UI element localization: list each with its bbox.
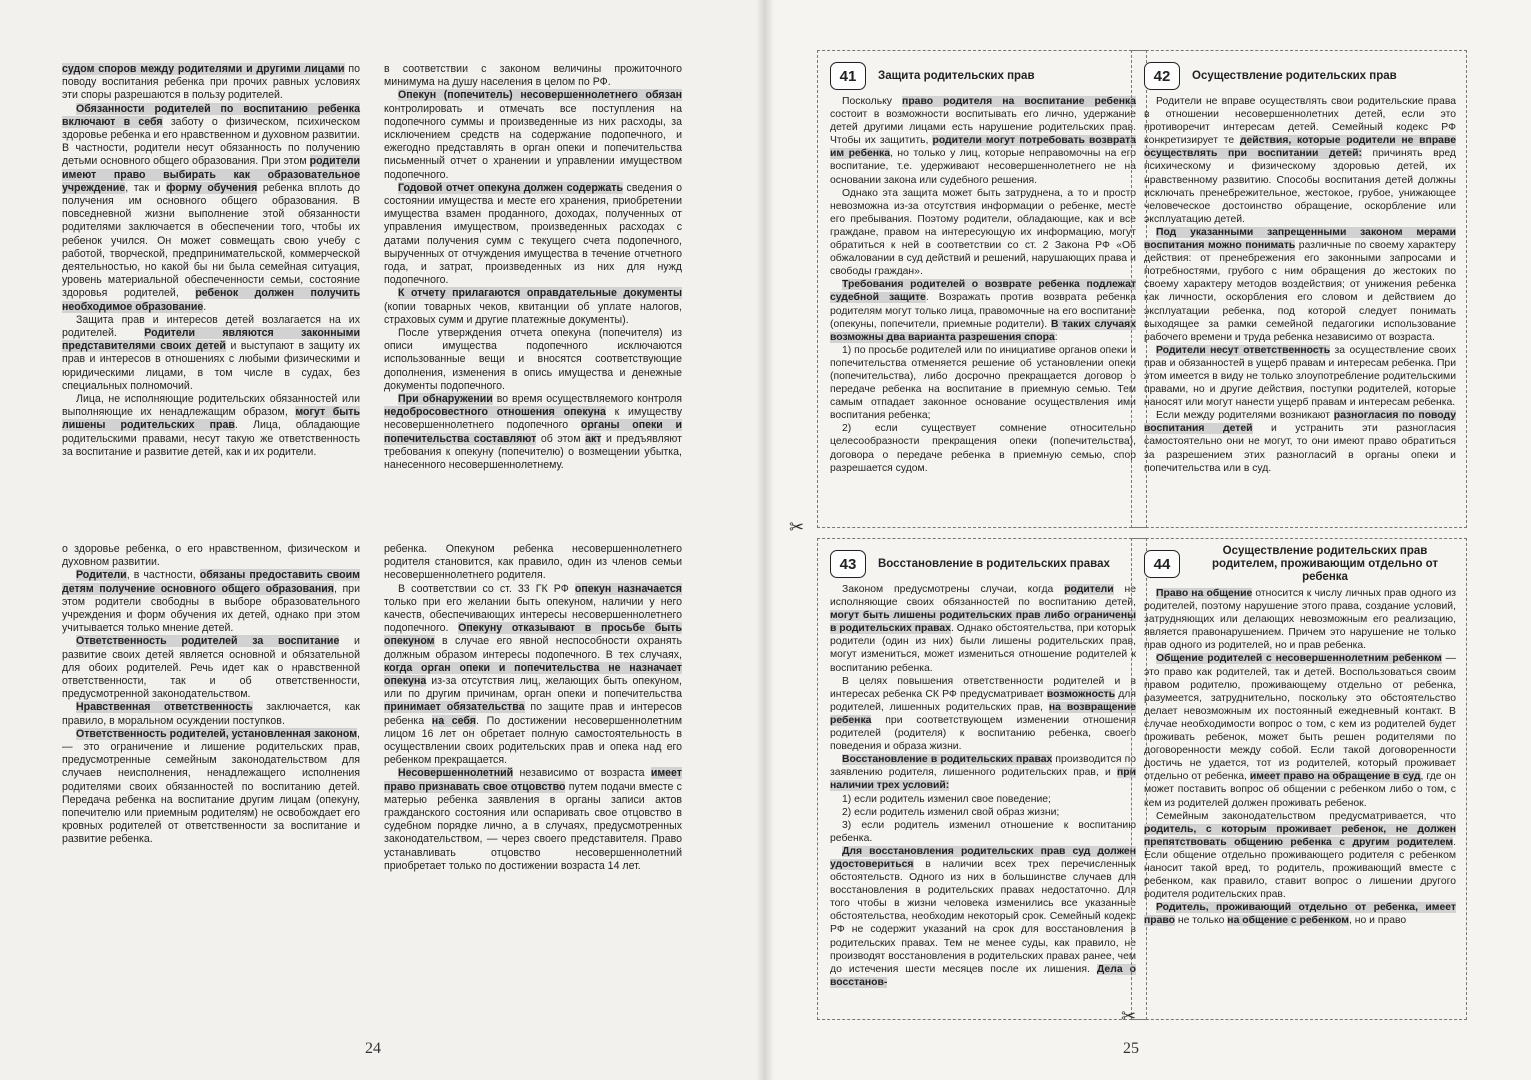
body-text: путем подачи вместе с матерью ребенка заявления в органы записи актов гражданского состояния или оспаривать свое отцовство в судебном порядке лично, а в случаях, предусмотренных законодательством, — через своего представителя. Право устанавливать отцовство несовершеннолетний приобретает только по достижении возраста 14 лет.	[384, 780, 682, 872]
paragraph	[830, 753, 1136, 792]
body-text: Семейным законодательством предусматривается, что	[1156, 810, 1456, 822]
highlighted-term: Обязанности родителей по воспитанию ребенка включают в себя	[62, 102, 360, 128]
paragraph	[384, 63, 682, 89]
body-text: В целях повышения ответственности родителей и в интересах ребенка СК РФ предусматривает	[830, 675, 1136, 700]
body-text: 3) если родитель изменил отношение к воспитанию ребенка.	[830, 819, 1136, 844]
paragraph	[830, 845, 1136, 989]
highlighted-term: принимает обязательства	[384, 701, 525, 714]
paragraph	[1144, 587, 1456, 652]
paragraph	[1144, 810, 1456, 902]
paragraph	[62, 635, 360, 701]
body-text: , — это ограничение и лишение родительских прав, предусмотренные семейным законодательством для случаев неисполнения, ненадлежащего исполнения родителями своих обязанностей по воспитанию детей. Передача ребенка на воспитание другим лицам (опекуну, попечителю или приемным родителям) не освобождает его кровных родителей от ответственности за воспитание и развитие ребенка.	[62, 727, 360, 846]
body-text: Защита прав и интересов детей возлагается на их родителей.	[62, 313, 360, 340]
body-text: за осуществление своих прав и обязанностей в ущерб правам и интересам ребенка. При этом имеется в виду не только злоупотребление родительскими правами, но и другие действия, поступки родителей, которые наносят или могут нанести ущерб правам и интересам ребенка.	[1144, 344, 1457, 409]
body-text: и выступают в защиту их прав и интересов в отношениях с любыми физическими и юридическими лицами, в том числе в судах, без специальных полномочий.	[62, 340, 360, 392]
body-text: Родители не вправе осуществлять свои родительские права в отношении несовершеннолетних детей, если это противоречит интересам детей. Семейный кодекс РФ конкретизирует те	[1144, 96, 1456, 147]
highlighted-term: Под указанными запрещенными законом мерами воспитания можно понимать	[1144, 226, 1456, 252]
right-page	[765, 0, 1531, 1080]
paragraph	[830, 344, 1136, 423]
card-title: Осуществление родительских прав родителем, проживающим отдельно от ребенка	[1211, 544, 1439, 583]
paragraph	[62, 63, 360, 103]
highlighted-term: на возвращение ребенка	[830, 701, 1136, 726]
body-text: . Однако обстоятельства, при которых родители (один из них) были лишены родительских прав, могут измениться, может измениться отношение родителей к воспитанию ребенка.	[830, 623, 1136, 674]
body-text: различные по своему характеру действия: от пренебрежения его законными запросами и потребностями, грубого с ним обращения до жестоких по своему характеру методов воздействия; от унижения ребенка как личности, оскорбления его словом и действием до эксплуатации ребенка, под которой следует понимать выходящее за рамки семейной педагогики использование рабочего времени и труда ребенка независимо от возраста.	[1144, 240, 1456, 343]
highlighted-term: возможность	[1046, 688, 1116, 700]
body-text: , где он может поставить вопрос об общении с ребенком либо о том, с кем из родителей должен проживать ребенок.	[1144, 771, 1457, 809]
highlighted-term: действия, которые родители не вправе осуществлять при воспитании детей:	[1144, 135, 1456, 160]
highlighted-term: Родители несут ответственность	[1156, 344, 1331, 356]
card-body	[1144, 95, 1456, 475]
highlighted-term: Родитель, проживающий отдельно от ребенка, имеет право	[1144, 902, 1456, 927]
paragraph	[830, 793, 1136, 806]
body-text: — это право как родителей, так и детей. Воспользоваться своим правом родителю, проживающему отдельно от ребенка, разумеется, затруднительно, поскольку это обстоятельство делает невозможным их постоянный ежедневный контакт. В случае необходимости вопрос о том, с кем из родителей будет проживать ребенок, может быть решен родителями по договоренности между собой. Если такой договоренности достичь не удается, тот из родителей, который проживает отдельно от ребенка,	[1144, 653, 1456, 783]
body-text: для родителей, лишенных родительских прав,	[830, 688, 1136, 713]
body-text: не исполняющие своих обязанностей по воспитанию детей,	[830, 584, 1137, 609]
highlighted-term: право родителя на воспитание ребенка	[902, 96, 1136, 107]
highlighted-term: родитель, с которым проживает ребенок, не должен препятствовать общению ребенка с другим родителем	[1144, 823, 1456, 848]
highlighted-term: форму обучения	[166, 181, 258, 194]
card-number-badge: 42	[1144, 62, 1180, 90]
highlighted-term: могут быть лишены родительских прав либо ограничены в родительских правах	[830, 610, 1136, 635]
body-text: ребенка. Опекуном ребенка несовершеннолетнего родителя становится, как правило, один из членов семьи несовершеннолетнего родителя.	[384, 543, 682, 582]
left-column-1-bottom	[62, 543, 360, 847]
body-text: . Возражать против возврата ребенка родителям могут только лица, правомочные на его воспитание (опекуны, попечители, приемные родители).	[830, 292, 1136, 330]
body-text: Однако эта защита может быть затруднена, а то и просто невозможна из-за отсутствия информации о ребенке, месте его пребывания. Поэтому родители, обладающие, как и все граждане, правом на интересующую их информацию, могут обратиться к ней в соответствии со ст. 2 Закона РФ «Об обжаловании в суд действий и решений, нарушающих права и свободы граждан».	[830, 187, 1136, 278]
paragraph	[62, 314, 360, 393]
highlighted-term: Ответственность родителей, установленная законом	[76, 727, 358, 740]
paragraph	[1144, 95, 1456, 226]
body-text: об этом	[536, 432, 586, 445]
body-text: , но и право	[1348, 915, 1407, 927]
card-header	[1144, 544, 1458, 583]
highlighted-term: имеет право на обращение в суд	[1249, 771, 1421, 783]
highlighted-term: на общение с ребенком	[1227, 915, 1349, 927]
card-44	[1131, 538, 1467, 1020]
body-text: заботу о физическом, психическом здоровье ребенка и его нравственном и духовном развитии. В частности, родители несут обязанность по получению детьми основного общего образования. При этом	[62, 115, 360, 168]
highlighted-term: на себя	[431, 714, 476, 727]
body-text: в наличии всех трех перечисленных обстоятельств. Одного из них в большинстве случаев для восстановления в родительских правах недостаточно. Для того чтобы в жизни человека изменились все указанные обстоятельства, необходим некоторый срок. Семейный кодекс РФ не содержит указаний на срок для восстановления в родительских правах. Тем не менее суды, как правило, не производят восстановления в родительских правах ранее, чем до истечения шести месяцев после их лишения.	[830, 858, 1136, 975]
body-text: по защите прав и интересов ребенка	[384, 701, 682, 727]
highlighted-term: при наличии трех условий:	[830, 767, 1136, 792]
card-43	[817, 538, 1147, 1020]
body-text: . По достижении несовершеннолетним лицом 16 лет он обретает полную самостоятельность в осуществлении своих родительских прав и опека над его ребенком прекращается.	[384, 714, 682, 767]
body-text: о здоровье ребенка, о его нравственном, физическом и духовном развитии.	[62, 543, 360, 569]
body-text: , при этом родители свободны в выборе образовательного учреждения и форм обучения их детей, однако при этом учитывается только мнение детей.	[62, 582, 360, 635]
paragraph	[830, 278, 1136, 343]
card-header	[830, 61, 1138, 91]
card-41	[817, 50, 1147, 528]
body-text: 2) если родитель изменил свой образ жизни;	[842, 806, 1060, 818]
body-text: 2) если существует сомнение относительно целесообразности прекращения опеки (попечительства), договора о передаче ребенка в приемную семью, спор разрешается судом.	[830, 423, 1136, 474]
body-text: состоит в возможности воспитывать его лично, удержание детей другими лицами есть нарушение родительских прав. Чтобы их защитить,	[830, 109, 1136, 147]
highlighted-term: Требования родителей о возврате ребенка подлежат судебной защите	[830, 279, 1136, 304]
body-text: Если между родителями возникают	[1156, 410, 1334, 422]
scissors-icon: ✂	[1121, 1006, 1137, 1026]
highlighted-term: Право на общение	[1156, 588, 1253, 599]
body-text: относится к числу личных прав одного из родителей, поэтому нарушение этого права, создание условий, затрудняющих или делающих невозможным его реализацию, является правонарушением. Причем это нарушение не только прав одного из родителей, но и прав ребенка.	[1144, 588, 1457, 652]
paragraph	[384, 327, 682, 393]
paragraph	[1144, 652, 1456, 809]
highlighted-term: акт	[585, 432, 602, 445]
body-text: 1) по просьбе родителей или по инициативе органов опеки и попечительства отменяется решение об установлении опеки (попечительства), либо досрочно прекращается договор о передаче ребенка на воспитание в приемную семью. Тем самым отпадает законное основание осуществления ими воспитания ребенка;	[830, 344, 1136, 422]
body-text: .	[203, 300, 207, 313]
card-title: Осуществление родительских прав	[1192, 69, 1397, 82]
body-text: :	[1054, 331, 1058, 343]
body-text: В соответствии со ст. 33 ГК РФ	[398, 582, 575, 595]
paragraph	[384, 89, 682, 181]
paragraph	[62, 701, 360, 727]
highlighted-term: опекун назначается	[574, 582, 682, 595]
paragraph	[830, 675, 1136, 754]
body-text: из-за отсутствия лиц, желающих быть опекуном, или по другим причинам, орган опеки и попечительства	[384, 675, 682, 701]
card-number-badge: 44	[1144, 550, 1180, 578]
paragraph	[384, 767, 682, 873]
highlighted-term: судом споров между родителями и другими лицами	[62, 63, 345, 75]
body-text: независимо от возраста	[513, 767, 651, 780]
body-text: Поскольку	[842, 96, 903, 107]
highlighted-term: Восстановление в родительских правах	[842, 754, 1053, 766]
highlighted-term: Годовой отчет опекуна должен содержать	[398, 181, 623, 194]
body-text: , так и	[125, 181, 167, 194]
body-text: После утверждения отчета опекуна (попечителя) из описи имущества подопечного исключаются использованные вещи и вносятся соответствующие дополнения, изменения в опись имущества и денежные документы подопечного.	[384, 327, 682, 392]
body-text: не только	[1175, 915, 1228, 927]
paragraph	[62, 728, 360, 847]
card-header	[1144, 61, 1458, 91]
paragraph	[62, 103, 360, 314]
paragraph	[384, 182, 682, 288]
highlighted-term: родители могут потребовать возврата им ребенка	[830, 135, 1136, 160]
body-text: по поводу воспитания ребенка при прочих равных условиях эти споры разрешаются в пользу родителей.	[62, 63, 360, 102]
body-text: сведения о состоянии имущества и месте его хранения, приобретении имущества взамен проданного, доходах, полученных от управления имуществом, произведенных расходах с датами получения сумм с текущего счета подопечного, вырученных от отчуждения имущества в течение отчетного года, и затрат, произведенных из них для нужд подопечного.	[384, 181, 682, 287]
card-title: Защита родительских прав	[878, 69, 1035, 82]
highlighted-term: В таких случаях возможны два варианта разрешения спора	[830, 318, 1137, 343]
left-column-2-bottom	[384, 543, 682, 873]
highlighted-term: Опекун (попечитель) несовершеннолетнего обязан	[398, 89, 682, 102]
card-number-badge: 43	[830, 550, 866, 578]
highlighted-term: Нравственная ответственность	[76, 701, 253, 714]
body-text: при соответствующем изменении отношения родителей (родителя) к воспитанию ребенка, своего поведения и образа жизни.	[830, 714, 1136, 753]
highlighted-term: Общение родителей с несовершеннолетним ребенком	[1156, 653, 1442, 665]
paragraph	[384, 543, 682, 583]
left-page	[0, 0, 765, 1080]
body-text: Лица, не исполняющие родительских обязанностей или выполняющие их ненадлежащим образом,	[62, 393, 360, 419]
body-text: только при его желании быть опекуном, наличии у него качеств, обеспечивающих интересы несовершеннолетнего подопечного.	[384, 595, 682, 635]
highlighted-term: Ответственность родителей за воспитание	[76, 635, 340, 648]
highlighted-term: органы опеки и попечительства составляют	[384, 419, 682, 445]
book-gutter	[756, 0, 774, 1080]
body-text: в случае его явной неспособности охранять должным образом интересы подопечного. В тех случаях,	[384, 635, 682, 661]
card-header	[830, 549, 1138, 579]
body-text: (копии товарных чеков, квитанции об уплате налогов, страховых сумм и другие платежные документы).	[384, 300, 682, 326]
highlighted-term: Родители являются законными представителями своих детей	[62, 327, 360, 353]
highlighted-term: имеет право признавать свое отцовство	[384, 767, 682, 793]
page-number-left: 24	[365, 1040, 381, 1057]
card-number-badge: 41	[830, 62, 866, 90]
highlighted-term: Родители	[76, 569, 127, 582]
paragraph	[62, 393, 360, 459]
paragraph	[1144, 409, 1456, 474]
paragraph	[830, 583, 1136, 675]
body-text: 1) если родитель изменил свое поведение;	[842, 793, 1051, 805]
paragraph	[1144, 226, 1456, 344]
body-text: причинять вред психическому и физическому здоровью детей, их нравственному развитию. Способы воспитания детей должны исключать пренебрежительное, жестокое, грубое, унижающее человеческое достоинство обращение, оскорбление или эксплуатацию детей.	[1144, 148, 1456, 225]
paragraph	[1144, 344, 1456, 409]
paragraph	[830, 819, 1136, 845]
paragraph	[830, 95, 1136, 187]
body-text: во время осуществляемого контроля	[492, 393, 683, 406]
highlighted-term: родители	[1064, 584, 1114, 595]
highlighted-term: обязаны предоставить своим детям получение основного общего образования	[62, 569, 360, 595]
paragraph	[384, 393, 682, 472]
scissors-icon: ✂	[789, 517, 805, 537]
highlighted-term: Опекуну отказывают в просьбе быть опекуном	[384, 622, 682, 648]
highlighted-term: ребенок должен получить необходимое образование	[62, 287, 360, 313]
highlighted-term: Несовершеннолетний	[398, 767, 514, 780]
paragraph	[62, 569, 360, 635]
paragraph	[1144, 901, 1456, 927]
body-text: к имуществу несовершеннолетнего подопечного	[384, 406, 682, 432]
left-column-2-top	[384, 63, 682, 472]
highlighted-term: К отчету прилагаются оправдательные документы	[398, 287, 682, 300]
highlighted-term: Для восстановления родительских прав суд должен удостовериться	[830, 845, 1136, 870]
body-text: . Если общение отдельно проживающего родителя с ребенком наносит такой вред, то родитель, проживающий вместе с ребенком, как правило, ставит вопрос о лишении другого родителя родительских прав.	[1144, 836, 1456, 901]
left-column-1-top	[62, 63, 360, 459]
body-text: , но только у лиц, которые неправомочны на его воспитание, т.е. удерживают несовершеннолетнего не на основании закона или судебного решения.	[830, 148, 1136, 186]
card-body	[1144, 587, 1456, 927]
paragraph	[384, 583, 682, 768]
highlighted-term: разногласия по поводу воспитания детей	[1144, 410, 1456, 435]
card-body	[830, 95, 1136, 475]
card-title: Восстановление в родительских правах	[878, 557, 1110, 570]
paragraph	[830, 422, 1136, 474]
body-text: заключается, как правило, в моральном осуждении поступков.	[62, 701, 360, 727]
highlighted-term: когда орган опеки и попечительства не назначает опекуна	[384, 661, 682, 688]
body-text: в соответствии с законом величины прожиточного минимума на душу населения в целом по РФ.	[384, 63, 682, 89]
body-text: и устранить эти разногласия самостоятельно они не могут, то они имеют право обратиться за разрешением этих разногласий в органы опеки и попечительства или в суд.	[1144, 423, 1456, 474]
body-text: . Лица, обладающие родительскими правами, несут такую же ответственность за воспитание и развитие детей, как и их родители.	[62, 419, 361, 458]
body-text: производится по заявлению родителя, лишенного родительских прав, и	[830, 754, 1136, 779]
paragraph	[830, 187, 1136, 279]
highlighted-term: могут быть лишены родительских прав	[62, 406, 361, 432]
body-text: ребенка вплоть до получения им основного общего образования. В повседневной жизни выполнение этой обязанности родителями заключается в обеспечении того, чтобы их ребенок учился. Он может совмещать свою учебу с работой, творческой, предпринимательской, коммерческой деятельностью, но какой бы ни была семейная ситуация, уровень материальной обеспеченности семьи, состояние здоровья родителей,	[62, 181, 360, 300]
body-text: и развитие своих детей является основной и обязательной для обоих родителей. Речь идет как о нравственной ответственности, так и об ответственности, предусмотренной законодательством.	[62, 635, 360, 701]
paragraph	[384, 287, 682, 327]
highlighted-term: Дела о восстанов-	[830, 963, 1136, 988]
highlighted-term: недобросовестного отношения опекуна	[384, 406, 606, 419]
paragraph	[830, 806, 1136, 819]
card-body	[830, 583, 1136, 989]
body-text: , в частности,	[126, 569, 200, 582]
highlighted-term: При обнаружении	[398, 393, 493, 406]
page-number-right: 25	[1123, 1040, 1139, 1057]
body-text: и предъявляют требования к опекуну (попечителю) о возмещении убытка, нанесенного несовершеннолетнему.	[384, 432, 682, 472]
paragraph	[62, 543, 360, 569]
body-text: контролировать и отмечать все поступления на подопечного суммы и произведенные из них расходы, за исключением средств на содержание подопечного, и ежегодно представлять в орган опеки и попечительства письменный отчет о хранении и управлении имуществом подопечного.	[384, 102, 682, 181]
card-42	[1131, 50, 1467, 528]
highlighted-term: родители имеют право выбирать как образовательное учреждение	[62, 155, 360, 194]
body-text: Законом предусмотрены случаи, когда	[842, 584, 1065, 595]
